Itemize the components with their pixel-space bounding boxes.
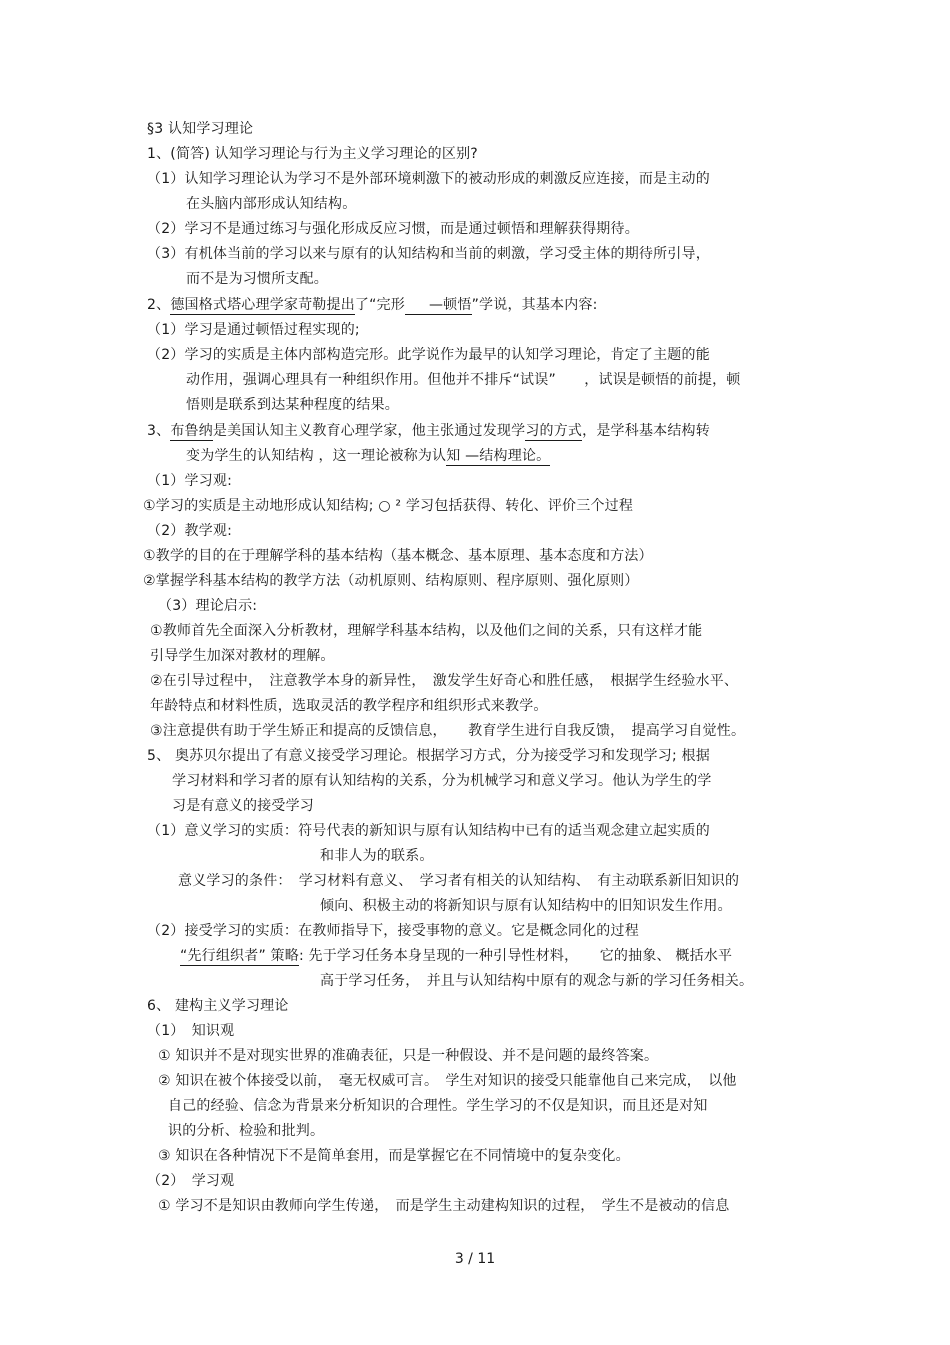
q3-ins-2b: 年龄特点和材料性质，选取灵活的教学程序和组织形式来教学。 [150, 698, 548, 714]
q6-k-view: （1） 知识观 [147, 1023, 235, 1039]
q3-heading-u1: 布鲁纳 [170, 423, 213, 439]
q5-org-u: “先行组织者” 策略 [180, 948, 299, 964]
q6-k2c: 识的分析、检验和批判。 [168, 1123, 325, 1139]
q6-l-view: （2） 学习观 [147, 1173, 235, 1189]
q5-meaning-a: （1）意义学习的实质：符号代表的新知识与原有认知结构中已有的适当观念建立起实质的 [147, 823, 710, 839]
q1-p3b: 而不是为习惯所支配。 [186, 271, 328, 287]
q2-heading-post: ”学说，其基本内容: [471, 297, 598, 313]
q3-insight: （3）理论启示: [158, 598, 258, 614]
section-title: §3 认知学习理论 [147, 121, 254, 137]
q3-learn-items: ①学习的实质是主动地形成认知结构; ○ ² 学习包括获得、转化、评价三个过程 [143, 498, 634, 514]
q6-k2a: ② 知识在被个体接受以前， 毫无权威可言。 学生对知识的接受只能靠他自己来完成， 以他 [158, 1073, 737, 1089]
q5-line2: 学习材料和学习者的原有认知结构的关系，分为机械学习和意义学习。他认为学生的学 [172, 773, 712, 789]
q6-heading: 6、 建构主义学习理论 [147, 998, 289, 1014]
q3-teach-2: ②掌握学科基本结构的教学方法（动机原则、结构原则、程序原则、强化原则） [143, 573, 639, 589]
q1-p2: （2）学习不是通过练习与强化形成反应习惯，而是通过顿悟和理解获得期待。 [147, 221, 639, 237]
q3-teach-view: （2）教学观: [147, 523, 233, 539]
q5-org-a: : 先于学习任务本身呈现的一种引导性材料， 它的抽象、 概括水平 [298, 948, 733, 964]
q5-cond-b: 倾向、积极主动的将新知识与原有认知结构中的旧知识发生作用。 [320, 898, 732, 914]
q2-heading-mid: 了“完形 [354, 297, 405, 313]
q3-line2-u: 知 —结构理论。 [446, 448, 551, 464]
q3-heading-post: ，是学科基本结构转 [582, 423, 710, 439]
q3-heading [147, 422, 710, 440]
q2-heading-u1: 德国格式塔心理学家苛勒提出 [170, 297, 355, 313]
q3-heading-u2: 习的方式 [525, 423, 583, 439]
q5-cond-a: 意义学习的条件： 学习材料有意义、 学习者有相关的认知结构、 有主动联系新旧知识的 [178, 873, 740, 889]
page-number: 3 / 11 [454, 1251, 496, 1267]
q6-k1: ① 知识并不是对现实世界的准确表征，只是一种假设、并不是问题的最终答案。 [158, 1048, 659, 1064]
q2-heading-u2: —顿悟 [405, 297, 472, 315]
q2-p2a: （2）学习的实质是主体内部构造完形。此学说作为最早的认知学习理论，肯定了主题的能 [147, 347, 710, 363]
q3-heading-pre: 3、 [147, 423, 171, 439]
q5-meaning-b: 和非人为的联系。 [320, 848, 434, 864]
q5-line3: 习是有意义的接受学习 [172, 798, 314, 814]
q1-heading: 1、(简答) 认知学习理论与行为主义学习理论的区别? [147, 146, 478, 162]
q3-line2-pre: 变为学生的认知结构 ，这一理论被称为认 [186, 448, 447, 464]
q3-heading-mid: 是美国认知主义教育心理学家，他主张通过发现学 [212, 423, 526, 439]
q3-ins-1b: 引导学生加深对教材的理解。 [150, 648, 335, 664]
q3-ins-3: ③注意提供有助于学生矫正和提高的反馈信息， 教育学生进行自我反馈， 提高学习自觉性。 [150, 723, 746, 739]
q1-p1a: （1）认知学习理论认为学习不是外部环境刺激下的被动形成的刺激反应连接，而是主动的 [147, 171, 710, 187]
q5-accept: （2）接受学习的实质：在教师指导下，接受事物的意义。它是概念同化的过程 [147, 923, 639, 939]
q2-p2b: 动作用，强调心理具有一种组织作用。但他并不排斥“试误” ，试误是顿悟的前提，顿 [186, 372, 741, 388]
q2-heading-pre: 2、 [147, 297, 171, 313]
q2-heading [147, 296, 598, 314]
q2-p2c: 悟则是联系到达某种程度的结果。 [186, 397, 399, 413]
q5-line1: 5、 奥苏贝尔提出了有意义接受学习理论。根据学习方式，分为接受学习和发现学习; 根据 [147, 748, 710, 764]
q6-k3: ③ 知识在各种情况下不是简单套用，而是掌握它在不同情境中的复杂变化。 [158, 1148, 630, 1164]
q3-learn-view: （1）学习观: [147, 473, 233, 489]
q2-p1: （1）学习是通过顿悟过程实现的; [147, 322, 360, 338]
q3-teach-1: ①教学的目的在于理解学科的基本结构（基本概念、基本原理、基本态度和方法） [143, 548, 653, 564]
q3-line2 [186, 447, 550, 465]
q6-l1: ① 学习不是知识由教师向学生传递， 而是学生主动建构知识的过程， 学生不是被动的信息 [158, 1198, 730, 1214]
q5-org [180, 947, 732, 965]
q6-k2b: 自己的经验、信念为背景来分析知识的合理性。学生学习的不仅是知识，而且还是对知 [168, 1098, 708, 1114]
q1-p3a: （3）有机体当前的学习以来与原有的认知结构和当前的刺激，学习受主体的期待所引导， [147, 246, 710, 262]
q1-p1b: 在头脑内部形成认知结构。 [186, 196, 357, 212]
q3-ins-1a: ①教师首先全面深入分析教材，理解学科基本结构，以及他们之间的关系，只有这样才能 [150, 623, 703, 639]
q5-org-b: 高于学习任务， 并且与认知结构中原有的观念与新的学习任务相关。 [320, 973, 754, 989]
q3-ins-2a: ②在引导过程中， 注意教学本身的新异性， 激发学生好奇心和胜任感， 根据学生经验水平、 [150, 673, 739, 689]
